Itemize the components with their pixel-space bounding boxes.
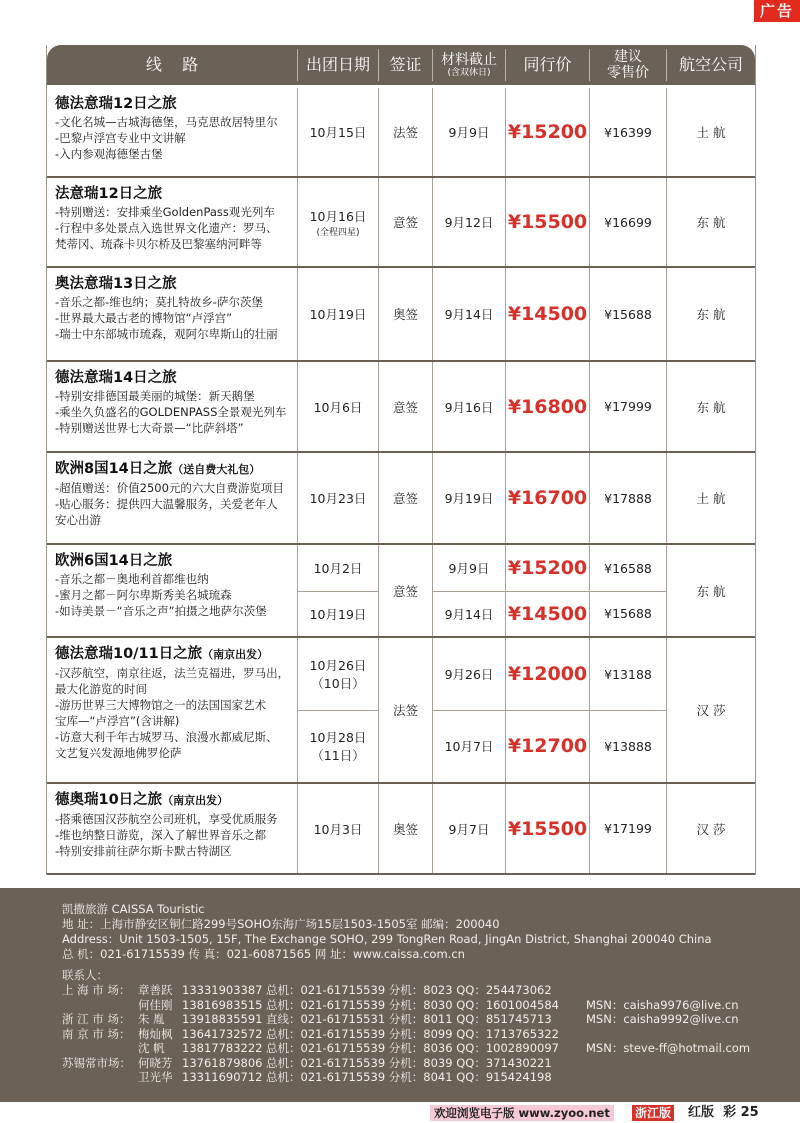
- contact-market: 浙 江 市 场：: [62, 1012, 131, 1026]
- page-edition: 红版 彩 25: [688, 1105, 759, 1120]
- departure-date: 10月16日 (全程四星): [309, 208, 367, 238]
- route-feature: -文化名城—古城海德堡，马克思故居特里尔: [55, 115, 278, 129]
- route-feature: -音乐之都－奥地利首都维也纳: [55, 572, 209, 586]
- document-deadline: 9月12日: [444, 215, 494, 230]
- contact-details: 直线：021-61715531 分机：8011 QQ：851745713: [266, 1012, 552, 1026]
- visa-type: 意签: [392, 583, 418, 599]
- contact-phone: 13641732572: [182, 1026, 263, 1041]
- ad-tag: 广告: [754, 0, 800, 22]
- route-feature: -乘坐久负盛名的GOLDENPASS全景观光列车: [55, 405, 287, 419]
- table-header: [47, 45, 755, 85]
- document-deadline: 9月9日: [448, 125, 490, 140]
- retail-price: ¥17999: [604, 399, 652, 414]
- route-feature: -访意大利千年古城罗马、浪漫水都威尼斯、: [55, 730, 278, 744]
- document-deadline: 9月14日: [444, 307, 494, 322]
- peer-price: ¥15200: [507, 557, 588, 579]
- contact-phone: 13331903387: [182, 983, 263, 997]
- visa-type: 意签: [392, 215, 418, 230]
- departure-date: 10月3日: [313, 821, 363, 837]
- peer-price: ¥12000: [507, 663, 588, 685]
- contact-msn: MSN：steve-ff@hotmail.com: [586, 1041, 751, 1055]
- route-description: [55, 551, 301, 619]
- header-route: 线 路: [145, 55, 199, 74]
- row-divider: [47, 873, 755, 875]
- welcome-link[interactable]: 欢迎浏览电子版 www.zyoo.net: [430, 1105, 614, 1121]
- document-deadline: 9月9日: [448, 561, 490, 576]
- peer-price: ¥14500: [507, 602, 588, 625]
- retail-price: ¥13188: [604, 666, 652, 682]
- company-name: 凯撒旅游 CAISSA Touristic: [62, 902, 205, 916]
- contact-details: 总机：021-61715539 分机：8099 QQ：1713765322: [266, 1026, 559, 1041]
- visa-type: 意签: [392, 399, 418, 415]
- header-deadline: 材料截止 (含双休日): [441, 51, 497, 78]
- contact-msn: MSN：caisha9976@live.cn: [586, 997, 739, 1012]
- route-feature: -瑞士中东部城市琉森，观阿尔卑斯山的壮丽: [55, 327, 278, 341]
- route-description: [55, 459, 301, 528]
- route-title: 欧洲6国14日之旅: [55, 553, 173, 569]
- route-feature: -贴心服务：提供四大温馨服务，关爱老年人: [55, 497, 278, 511]
- contact-name: 卫光华: [138, 1070, 173, 1084]
- contact-market: 苏锡常市场：: [62, 1055, 131, 1070]
- route-title: 德法意瑞10/11日之旅（南京出发）: [55, 646, 269, 662]
- departure-date: 10月6日: [313, 399, 363, 415]
- visa-type: 法签: [392, 703, 418, 718]
- peer-price: ¥15200: [507, 121, 588, 143]
- contact-name: 梅灿枫: [138, 1026, 173, 1041]
- contact-details: 总机：021-61715539 分机：8030 QQ：1601004584: [266, 997, 559, 1012]
- company-address-cn: 地 址：上海市静安区铜仁路299号SOHO东海广场15层1503-1505室 邮编：200040: [62, 917, 500, 931]
- contact-name: 沈 帆: [138, 1041, 165, 1055]
- header-peer-price: 同行价: [523, 55, 572, 74]
- contact-name: 何佳刚: [138, 997, 173, 1012]
- route-feature: -搭乘德国汉莎航空公司班机，享受优质服务: [55, 812, 278, 826]
- contact-market: 上 海 市 场：: [62, 983, 131, 997]
- route-feature: -入内参观海德堡古堡: [55, 147, 163, 161]
- contact-phone: 13918835591: [182, 1012, 263, 1026]
- route-feature: 宝库—“卢浮宫”(含讲解): [55, 714, 180, 728]
- route-description: [55, 790, 301, 859]
- contact-details: 总机：021-61715539 分机：8039 QQ：371430221: [266, 1055, 552, 1070]
- contact-details: 总机：021-61715539 分机：8023 QQ：254473062: [266, 983, 552, 997]
- route-feature: -维也纳整日游览，深入了解世界音乐之都: [55, 828, 267, 842]
- visa-type: 法签: [392, 125, 418, 140]
- retail-price: ¥17199: [604, 821, 652, 836]
- route-description: [55, 274, 301, 342]
- route-title: 德法意瑞14日之旅: [55, 370, 177, 386]
- peer-price: ¥16800: [507, 395, 588, 418]
- route-title: 德奥瑞10日之旅（南京出发）: [55, 792, 229, 808]
- route-feature: -特别赠送世界七大奇景—“比萨斜塔”: [55, 421, 244, 435]
- route-feature: -特别安排德国最美丽的城堡：新天鹅堡: [55, 389, 255, 403]
- contact-phone: 13761879806: [182, 1055, 263, 1070]
- airline-name: 东 航: [696, 399, 726, 415]
- retail-price: ¥13888: [604, 738, 652, 754]
- airline-name: 汉 莎: [696, 703, 726, 718]
- header-retail-price: 建议 零售价: [607, 49, 649, 81]
- route-description: [55, 184, 301, 252]
- contact-phone: 13311690712: [182, 1070, 263, 1084]
- visa-type: 奥签: [392, 307, 418, 322]
- peer-price: ¥15500: [507, 211, 588, 233]
- contact-phone: 13816983515: [182, 997, 263, 1012]
- route-feature: -世界最大最古老的博物馆“卢浮宫”: [55, 311, 233, 325]
- peer-price: ¥12700: [507, 735, 588, 757]
- route-feature: 文艺复兴发源地佛罗伦萨: [55, 746, 182, 760]
- route-description: [55, 368, 301, 436]
- route-title: 德法意瑞12日之旅: [55, 96, 177, 112]
- departure-date: 10月19日: [309, 606, 367, 622]
- retail-price: ¥15688: [604, 306, 652, 322]
- route-feature: 梵蒂冈、琉森卡贝尔桥及巴黎塞纳河畔等: [55, 237, 262, 251]
- route-feature: -特别安排前往萨尔斯卡默古特湖区: [55, 844, 232, 858]
- route-feature: -汉莎航空，南京往返，法兰克福进，罗马出，: [55, 666, 290, 680]
- departure-date: 10月28日 （11日）: [309, 730, 367, 763]
- route-feature: -超值赠送：价值2500元的六大自费游览项目: [55, 481, 284, 495]
- route-feature: 最大化游览的时间: [55, 682, 147, 696]
- document-deadline: 9月16日: [444, 399, 494, 415]
- tour-price-table: [46, 45, 756, 875]
- airline-name: 东 航: [696, 215, 726, 230]
- contact-name: 何晓芳: [138, 1055, 173, 1070]
- airline-name: 土 航: [696, 125, 726, 140]
- page-bottom-bar: [0, 1102, 800, 1123]
- route-title: 欧洲8国14日之旅（送自费大礼包）: [55, 461, 261, 477]
- contact-phone: 13817783222: [182, 1041, 263, 1055]
- airline-name: 汉 莎: [696, 821, 726, 837]
- route-title: 法意瑞12日之旅: [55, 186, 163, 202]
- province-edition-badge: 浙江版: [632, 1105, 674, 1121]
- departure-date: 10月23日: [309, 491, 367, 506]
- route-title: 奥法意瑞13日之旅: [55, 276, 177, 292]
- document-deadline: 9月14日: [444, 606, 494, 622]
- route-feature: -如诗美景－“音乐之声”拍摄之地萨尔茨堡: [55, 604, 267, 618]
- document-deadline: 9月19日: [444, 491, 494, 506]
- company-footer: [0, 888, 800, 1102]
- departure-date: 10月26日 （10日）: [309, 658, 367, 691]
- route-feature: -游历世界三大博物馆之一的法国国家艺术: [55, 698, 267, 712]
- contact-name: 章善跃: [138, 983, 173, 997]
- retail-price: ¥16699: [604, 214, 652, 230]
- contact-msn: MSN：caisha9992@live.cn: [586, 1012, 739, 1026]
- route-feature: 安心出游: [55, 513, 101, 527]
- header-airline: 航空公司: [678, 55, 743, 74]
- header-date: 出团日期: [305, 55, 370, 74]
- retail-price: ¥17888: [604, 490, 652, 506]
- route-feature: -音乐之都-维也纳；莫扎特故乡-萨尔茨堡: [55, 295, 263, 309]
- contact-details: 总机：021-61715539 分机：8041 QQ：915424198: [266, 1070, 552, 1084]
- route-description: [55, 94, 301, 162]
- visa-type: 意签: [392, 491, 418, 506]
- airline-name: 东 航: [696, 583, 726, 599]
- contacts-label: 联系人：: [62, 968, 108, 982]
- peer-price: ¥14500: [507, 303, 588, 325]
- company-address-en: Address：Unit 1503-1505, 15F, The Exchange SOHO, 299 TongRen Road, JingAn District, Shanghai 200040 China: [62, 932, 712, 946]
- peer-price: ¥16700: [507, 487, 588, 509]
- retail-price: ¥16399: [604, 124, 652, 140]
- route-description: [55, 644, 301, 761]
- document-deadline: 9月7日: [448, 821, 490, 837]
- document-deadline: 9月26日: [444, 667, 494, 682]
- contact-name: 朱 胤: [138, 1012, 165, 1026]
- route-feature: -蜜月之都－阿尔卑斯秀美名城琉森: [55, 588, 232, 602]
- route-feature: -特别赠送：安排乘坐GoldenPass观光列车: [55, 205, 275, 219]
- visa-type: 奥签: [392, 821, 418, 837]
- departure-date: 10月2日: [313, 561, 363, 576]
- contact-market: 南 京 市 场：: [62, 1026, 131, 1041]
- route-feature: -行程中多处景点入选世界文化遗产：罗马、: [55, 221, 278, 235]
- header-visa: 签证: [389, 55, 422, 74]
- company-phone-line: 总 机：021-61715539 传 真：021-60871565 网 址：www.caissa.com.cn: [62, 947, 465, 961]
- departure-date: 10月15日: [309, 125, 367, 140]
- retail-price: ¥15688: [604, 606, 652, 621]
- departure-date: 10月19日: [309, 307, 367, 322]
- route-feature: -巴黎卢浮宫专业中文讲解: [55, 131, 186, 145]
- document-deadline: 10月7日: [444, 739, 494, 754]
- airline-name: 东 航: [696, 307, 726, 322]
- peer-price: ¥15500: [507, 817, 588, 840]
- retail-price: ¥16588: [604, 560, 652, 576]
- airline-name: 土 航: [696, 491, 726, 506]
- contact-details: 总机：021-61715539 分机：8036 QQ：1002890097: [266, 1041, 559, 1055]
